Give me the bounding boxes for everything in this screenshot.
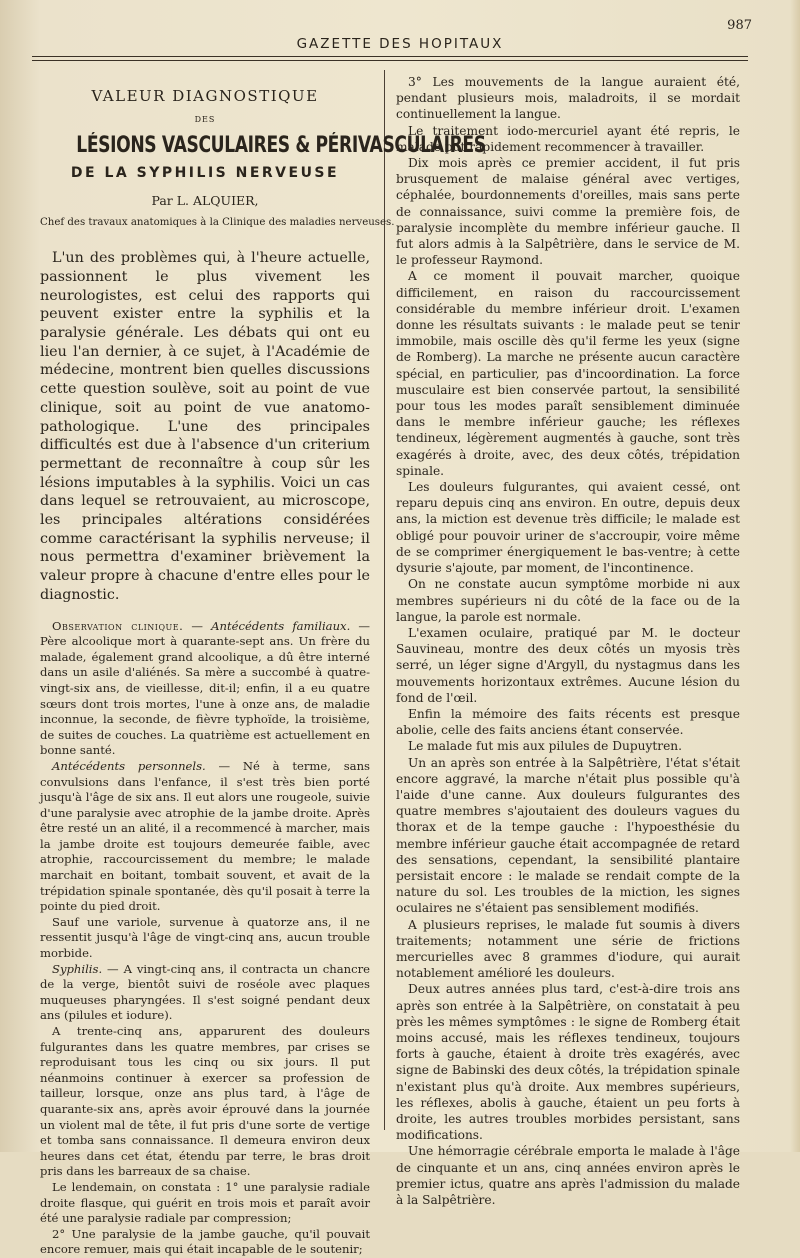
right-paragraph-13: Une hémorragie cérébrale emporta le malade à l'âge de cinquante et un ans, cinq années environ après le premier ictus, quatre ans après l'admission du malade à la Salpêtrière. xyxy=(396,1144,740,1208)
right-paragraph-1: 3° Les mouvements de la langue auraient été, pendant plusieurs mois, maladroits, il se mordait continuellement la langue. xyxy=(396,75,740,122)
syphilis-paragraph: Syphilis. — A vingt-cinq ans, il contracta un chancre de la verge, bientôt suivi de roséole avec plaques muqueuses pharyngées. Il s'est soigné pendant deux ans (pilules et iodure). xyxy=(40,961,370,1023)
header-rule xyxy=(32,56,748,57)
author-byline: Par L. ALQUIER, xyxy=(151,192,259,208)
right-paragraph-6: On ne constate aucun symptôme morbide ni aux membres supérieurs ni du côté de la face ou de la langue, la parole est normale. xyxy=(396,577,740,624)
article-subtitle: DE LA SYPHILIS NERVEUSE xyxy=(70,164,340,181)
article-heading-2: DES xyxy=(194,115,216,125)
observation-text: Père alcoolique mort à quarante-sept ans. Un frère du malade, également grand alcoolique, a dû être interné dans un asile d'aliénés. Sa mère a succombé à quatre-vingt-six ans, de vieillesse, dit-il; enfin, il a eu quatre sœurs dont trois mortes, l'une à onze ans, de maladie inconnue, la seconde, de fièvre typhoïde, la troisième, de suites de couches. La quatrième est actuellement en bonne santé. xyxy=(40,634,370,758)
column-separator xyxy=(384,70,385,1130)
article-title: LÉSIONS VASCULAIRES & PÉRIVASCULAIRES xyxy=(76,133,486,159)
personal-history-paragraph: Antécédents personnels. — Né à terme, sans convulsions dans l'enfance, il s'est très bien porté jusqu'à l'âge de six ans. Il eut alors une rougeole, suivie d'une paralysie avec atrophie de la jambe droite. Après être resté un an alité, il a recommencé à marcher, mais la jambe droite est toujours demeurée faible, avec atrophie, raccourcissement du membre; le malade marchait en boitant, tombait souvent, et avait de la trépidation spinale spontanée, dès qu'il posait à terre la pointe du pied droit. xyxy=(40,758,371,914)
right-paragraph-7: L'examen oculaire, pratiqué par M. le docteur Sauvineau, montre des deux côtés un myosis très serré, un léger signe d'Argyll, du nystagmus dans les mouvements horizontaux extrêmes. Aucune lésion du fond de l'œil. xyxy=(396,625,740,705)
right-paragraph-3: Dix mois après ce premier accident, il fut pris brusquement de malaise général avec vertiges, céphalée, bourdonnements d'oreilles, mais sans perte de connaissance, suivi comme la première fois, de paralysie incomplète du membre inférieur gauche. Il fut alors admis à la Salpêtrière, dans le service de M. le professeur Raymond. xyxy=(396,156,740,268)
personal-history-text: Né à terme, sans convulsions dans l'enfance, il s'est très bien porté jusqu'à l'âge de six ans. Il eut alors une rougeole, suivie d'une paralysie avec atrophie de la jambe droite. Après être resté un an alité, il a recommencé à marcher, mais la jambe droite est toujours demeurée faible, avec atrophie, raccourcissement du membre; le malade marchait en boitant, tombait souvent, et avait de la trépidation spinale spontanée, dès qu'il posait à terre la pointe du pied droit. xyxy=(40,758,371,914)
author-title: Chef des travaux anatomiques à la Clinique des maladies nerveuses. xyxy=(40,217,395,229)
article-heading-1: VALEUR DIAGNOSTIQUE xyxy=(91,87,319,105)
page-number: 987 xyxy=(727,18,752,33)
right-paragraph-9: Le malade fut mis aux pilules de Dupuytren. xyxy=(408,739,683,754)
intro-paragraph-block xyxy=(40,249,370,604)
journal-title: GAZETTE DES HOPITAUX xyxy=(296,36,504,52)
header-rule-thin xyxy=(32,60,748,61)
syphilis-label: Syphilis. xyxy=(52,961,103,976)
right-paragraph-8: Enfin la mémoire des faits récents est presque abolie, celle des faits anciens étant conservée. xyxy=(396,706,740,738)
personal-history-label: Antécédents personnels. xyxy=(52,758,206,773)
paragraph-trente-cinq: A trente-cinq ans, apparurent des douleurs fulgurantes dans les quatre membres, par crises se reproduisant tous les cinq ou six jours. Il put néanmoins continuer à exercer sa profession de tailleur, lorsque, onze ans plus tard, à l'âge de quarante-six ans, après avoir éprouvé dans la journée un violent mal de tête, il fut pris d'une sorte de vertige et tomba sans connaissance. Il demeura environ deux heures dans cet état, étendu par terre, le bras droit pris dans les barreaux de sa chaise. xyxy=(40,1024,370,1179)
right-paragraph-2: Le traitement iodo-mercuriel ayant été repris, le malade put rapidement recommencer à travailler. xyxy=(396,123,740,154)
observation-paragraph: Observation clinique. — Antécédents familiaux. — Père alcoolique mort à quarante-sept ans. Un frère du malade, également grand alcoolique, a dû être interné dans un asile d'aliénés. Sa mère a succombé à quatre-vingt-six ans, de vieillesse, dit-il; enfin, il a eu quatre sœurs dont trois mortes, l'une à onze ans, de maladie inconnue, la seconde, de fièvre typhoïde, la troisième, de suites de couches. La quatrième est actuellement en bonne santé. xyxy=(40,618,370,758)
observation-sublabel: Antécédents familiaux. xyxy=(211,618,351,633)
right-paragraph-5: Les douleurs fulgurantes, qui avaient cessé, ont reparu depuis cinq ans environ. En outre, depuis deux ans, la miction est devenue très difficile; le malade est obligé pour pouvoir uriner de s'accroupir, voire même de se comprimer énergiquement le bas-ventre; à cette dysurie s'ajoute, par moment, de l'incontinence. xyxy=(396,480,740,576)
syphilis-text: A vingt-cinq ans, il contracta un chancre de la verge, bientôt suivi de roséole avec plaques muqueuses pharyngées. Il s'est soigné pendant deux ans (pilules et iodure). xyxy=(40,961,370,1023)
right-paragraph-11: A plusieurs reprises, le malade fut soumis à divers traitements; notamment une série de frictions mercurielles avec 8 grammes d'iodure, qui aurait notablement amélioré les douleurs. xyxy=(396,917,740,981)
right-paragraph-10: Un an après son entrée à la Salpêtrière, l'état s'était encore aggravé, la marche n'était plus possible qu'à l'aide d'une canne. Aux douleurs fulgurantes des quatre membres s'ajoutaient des douleurs vagues du thorax et de la tempe gauche : l'hypoesthésie du membre inférieur gauche était accompagnée de retard des sensations, cependant, la sensibilité plantaire persistait encore : le malade se rendait compte de la nature du sol. Les troubles de la miction, les signes oculaires ne s'étaient pas sensiblement modifiés. xyxy=(396,755,740,916)
left-column xyxy=(40,74,486,1258)
observation-label: Observation clinique. xyxy=(52,618,184,633)
right-column xyxy=(396,74,740,1208)
paragraph-second-point: 2° Une paralysie de la jambe gauche, qu'il pouvait encore remuer, mais qui était incapable de le soutenir; xyxy=(40,1226,370,1257)
left-body xyxy=(40,619,370,1258)
intro-paragraph: L'un des problèmes qui, à l'heure actuelle, passionnent le plus vivement les neurologistes, est celui des rapports qui peuvent exister entre la syphilis et la paralysie générale. Les débats qui ont eu lieu l'an dernier, à ce sujet, à l'Académie de médecine, montrent bien quelles discussions cette question soulève, soit au point de vue clinique, soit au point de vue anatomo-pathologique. L'une des principales difficultés est due à l'absence d'un criterium permettant de reconnaître à coup sûr les lésions imputables à la syphilis. Voici un cas dans lequel se retrouvaient, au microscope, les principales altérations considérées comme caractérisant la syphilis nerveuse; il nous permettra d'examiner brièvement la valeur propre à chacune d'entre elles pour le diagnostic. xyxy=(40,250,370,603)
paragraph-lendemain: Le lendemain, on constata : 1° une paralysie radiale droite flasque, qui guérit en trois mois et paraît avoir été une paralysie radiale par compression; xyxy=(40,1179,370,1226)
right-paragraph-12: Deux autres années plus tard, c'est-à-dire trois ans après son entrée à la Salpêtrière, on constatait à peu près les mêmes symptômes : le signe de Romberg était moins accusé, mais les réflexes tendineux, toujours forts à gauche, étaient à droite très exagérés, avec signe de Babinski des deux côtés, la trépidation spinale n'existant plus qu'à droite. Aux membres supérieurs, les réflexes, abolis à gauche, étaient un peu forts à droite, les autres troubles morbides persistant, sans modifications. xyxy=(396,982,740,1143)
right-paragraph-4: A ce moment il pouvait marcher, quoique difficilement, en raison du raccourcissement considérable du membre inférieur droit. L'examen donne les résultats suivants : le malade peut se tenir immobile, mais oscille dès qu'il ferme les yeux (signe de Romberg). La marche ne présente aucun caractère spécial, en particulier, pas d'incoordination. La force musculaire est bien conservée partout, la sensibilité pour tous les modes paraît sensiblement diminuée dans le membre inférieur gauche; les réflexes tendineux, légèrement augmentés à gauche, sont très exagérés à droite, avec, des deux côtés, trépidation spinale. xyxy=(396,269,740,478)
paragraph-variole: Sauf une variole, survenue à quatorze ans, il ne ressentit jusqu'à l'âge de vingt-cinq ans, aucun trouble morbide. xyxy=(40,914,370,961)
